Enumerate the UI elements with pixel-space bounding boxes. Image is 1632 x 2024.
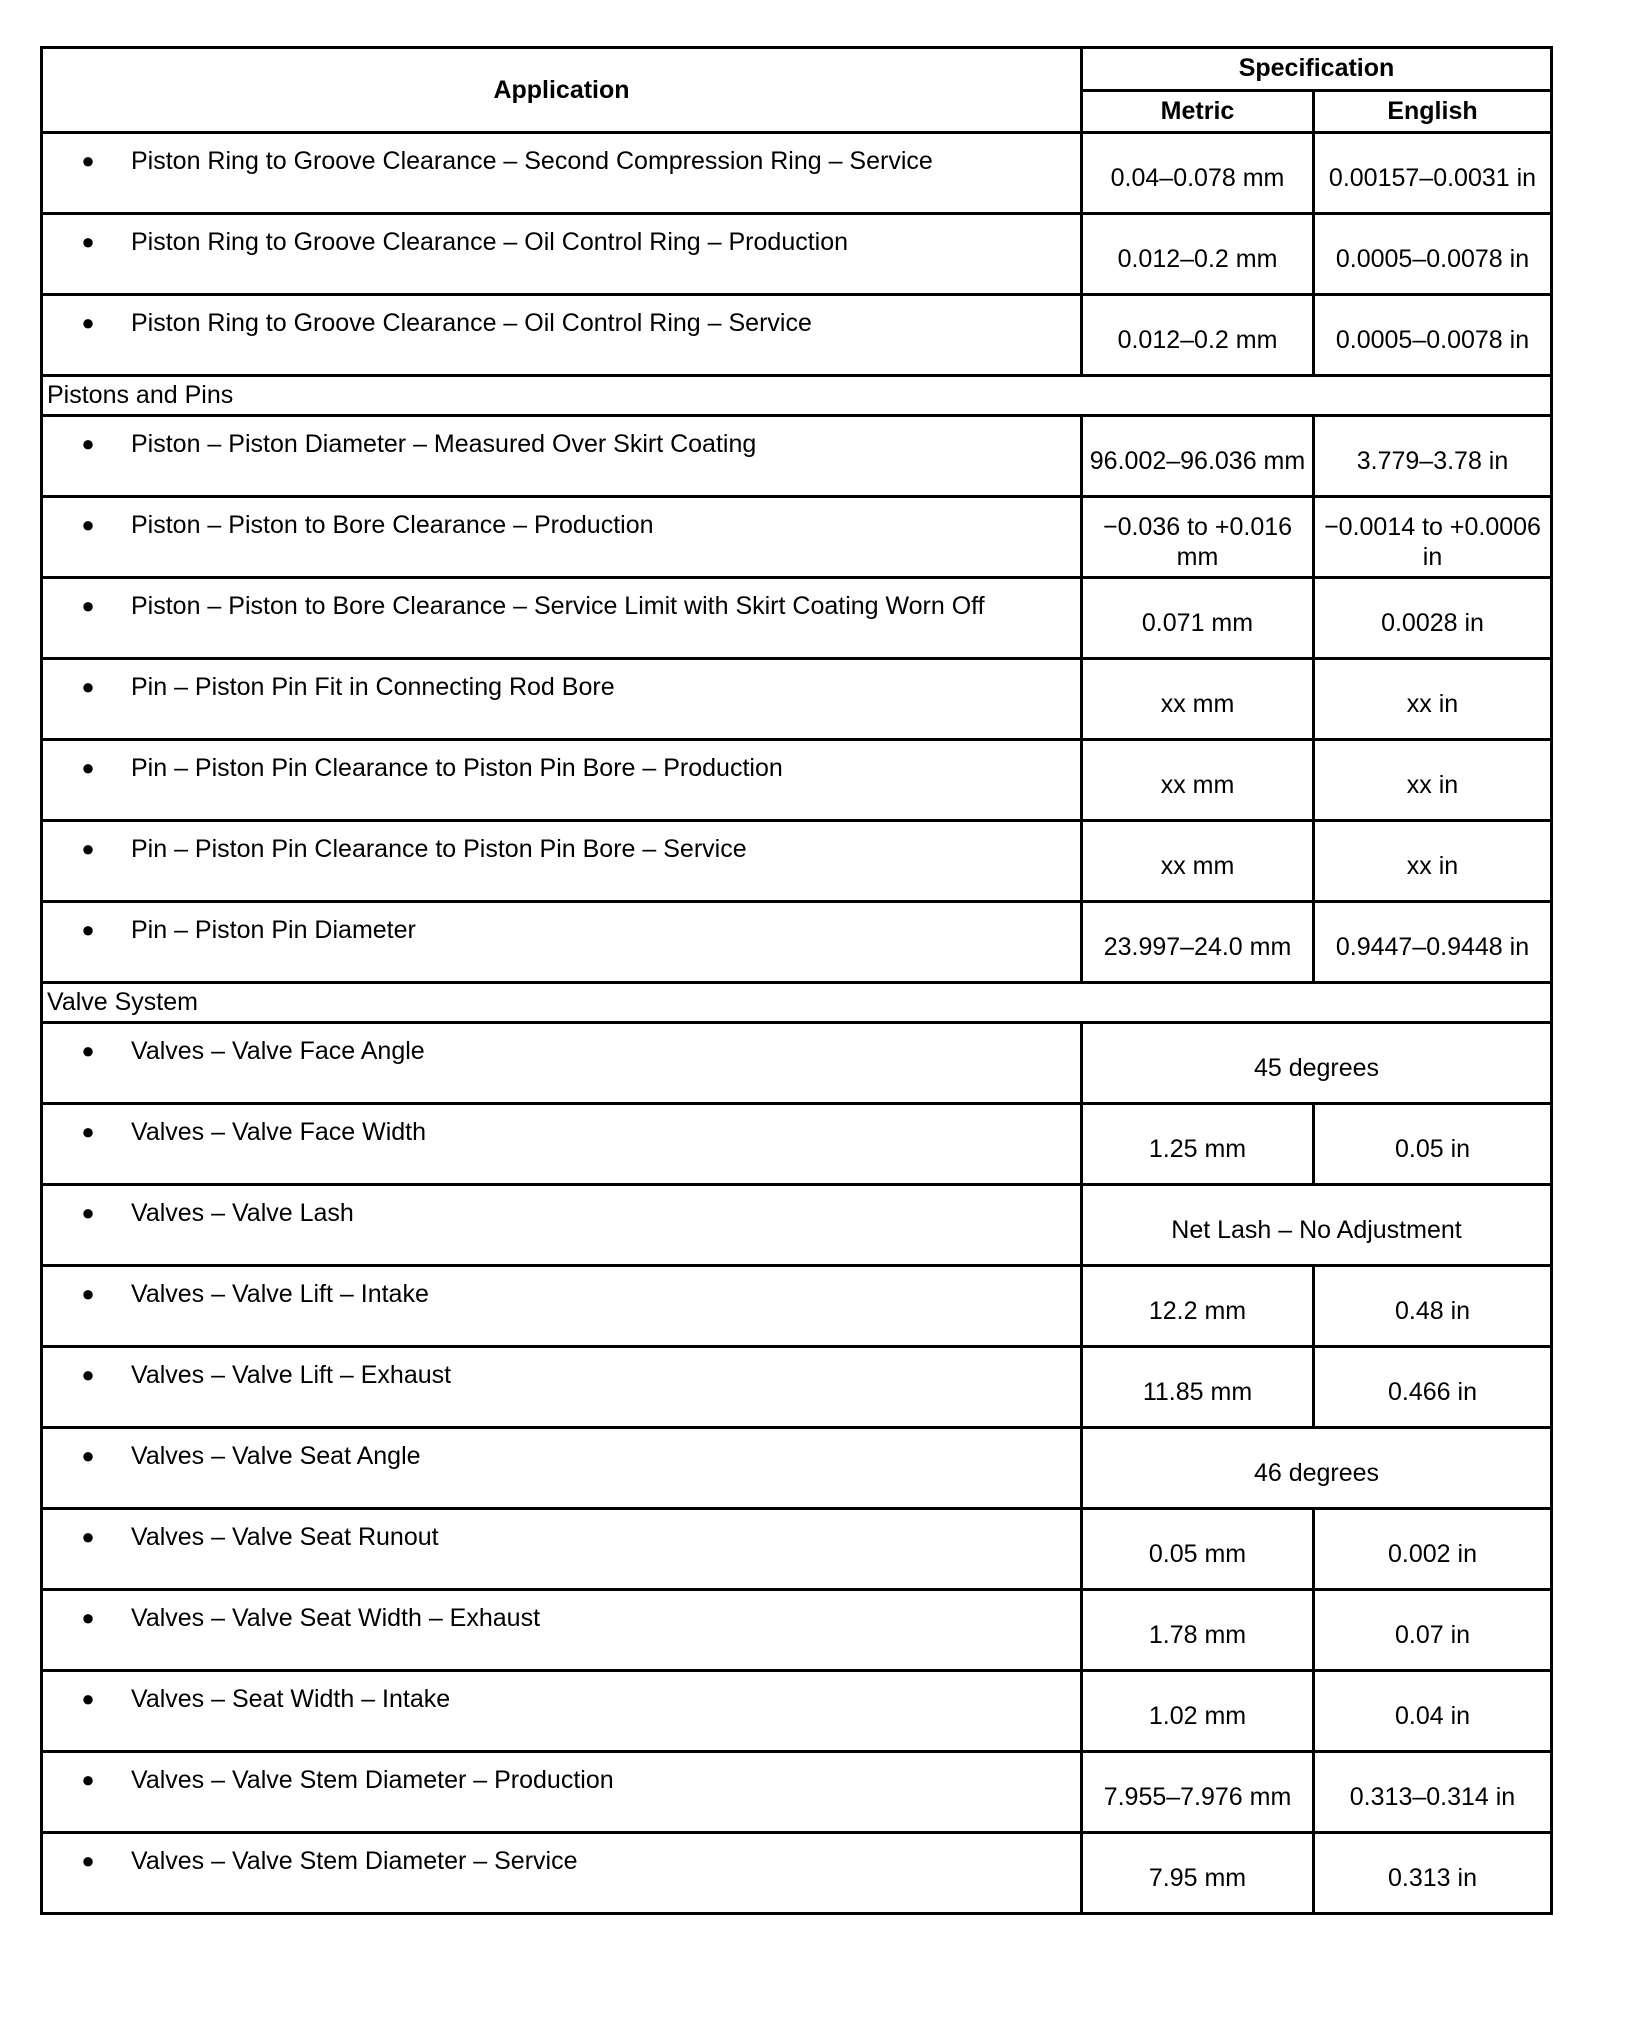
table-row [42, 1833, 1552, 1914]
bullet-icon: ● [81, 1281, 95, 1306]
table-row [42, 416, 1552, 497]
application-text: Valves – Valve Lift – Intake [131, 1280, 429, 1308]
bullet-icon: ● [81, 1767, 95, 1792]
metric-value: 0.071 mm [1082, 578, 1314, 659]
spec-value-merged: 45 degrees [1082, 1023, 1552, 1104]
application-text: Piston Ring to Groove Clearance – Oil Control Ring – Production [131, 228, 849, 256]
english-value: 0.04 in [1314, 1671, 1552, 1752]
english-value: 0.00157–0.0031 in [1314, 133, 1552, 214]
application-text: Pin – Piston Pin Diameter [131, 916, 416, 944]
table-row [42, 497, 1552, 578]
bullet-icon: ● [81, 1119, 95, 1144]
application-cell [42, 902, 1082, 983]
bullet-icon: ● [81, 148, 95, 173]
bullet-icon: ● [81, 1848, 95, 1873]
table-row [42, 295, 1552, 376]
bullet-icon: ● [81, 755, 95, 780]
metric-value: 0.04–0.078 mm [1082, 133, 1314, 214]
application-text: Pin – Piston Pin Clearance to Piston Pin Bore – Service [131, 835, 747, 863]
table-row [42, 1752, 1552, 1833]
spec-table [40, 46, 1553, 1915]
table-body [42, 133, 1552, 1914]
english-value: xx in [1314, 659, 1552, 740]
metric-value: 11.85 mm [1082, 1347, 1314, 1428]
bullet-icon: ● [81, 593, 95, 618]
application-cell [42, 1671, 1082, 1752]
application-cell [42, 1590, 1082, 1671]
english-value: 0.48 in [1314, 1266, 1552, 1347]
english-value: 0.313 in [1314, 1833, 1552, 1914]
metric-value: 96.002–96.036 mm [1082, 416, 1314, 497]
application-text: Piston Ring to Groove Clearance – Oil Control Ring – Service [131, 309, 812, 337]
application-text: Piston – Piston to Bore Clearance – Production [131, 511, 654, 539]
application-cell [42, 578, 1082, 659]
header-english: English [1314, 90, 1552, 133]
section-title: Valve System [42, 983, 1552, 1023]
application-cell [42, 659, 1082, 740]
application-cell [42, 497, 1082, 578]
english-value: 0.9447–0.9448 in [1314, 902, 1552, 983]
application-text: Valves – Valve Face Angle [131, 1037, 425, 1065]
bullet-icon: ● [81, 431, 95, 456]
table-row [42, 1590, 1552, 1671]
metric-value: xx mm [1082, 659, 1314, 740]
table-row [42, 659, 1552, 740]
application-text: Valves – Valve Seat Runout [131, 1523, 439, 1551]
english-value: 0.313–0.314 in [1314, 1752, 1552, 1833]
bullet-icon: ● [81, 1200, 95, 1225]
metric-value: 23.997–24.0 mm [1082, 902, 1314, 983]
table-row [42, 133, 1552, 214]
application-text: Valves – Valve Face Width [131, 1118, 427, 1146]
english-value: 0.002 in [1314, 1509, 1552, 1590]
spec-value-merged: Net Lash – No Adjustment [1082, 1185, 1552, 1266]
english-value: 0.0005–0.0078 in [1314, 214, 1552, 295]
application-text: Pin – Piston Pin Clearance to Piston Pin Bore – Production [131, 754, 783, 782]
english-value: 0.0005–0.0078 in [1314, 295, 1552, 376]
metric-value: 7.955–7.976 mm [1082, 1752, 1314, 1833]
application-text: Valves – Seat Width – Intake [131, 1685, 451, 1713]
application-text: Pin – Piston Pin Fit in Connecting Rod Bore [131, 673, 615, 701]
table-row [42, 1428, 1552, 1509]
bullet-icon: ● [81, 1524, 95, 1549]
application-cell [42, 1509, 1082, 1590]
metric-value: xx mm [1082, 740, 1314, 821]
bullet-icon: ● [81, 1605, 95, 1630]
header-application: Application [42, 48, 1082, 133]
metric-value: 0.012–0.2 mm [1082, 214, 1314, 295]
bullet-icon: ● [81, 674, 95, 699]
application-cell [42, 1833, 1082, 1914]
english-value: 0.07 in [1314, 1590, 1552, 1671]
english-value: 0.05 in [1314, 1104, 1552, 1185]
bullet-icon: ● [81, 917, 95, 942]
application-cell [42, 821, 1082, 902]
application-text: Piston – Piston to Bore Clearance – Service Limit with Skirt Coating Worn Off [131, 592, 985, 620]
application-cell [42, 1752, 1082, 1833]
metric-value: 0.05 mm [1082, 1509, 1314, 1590]
application-text: Piston Ring to Groove Clearance – Second Compression Ring – Service [131, 147, 933, 175]
bullet-icon: ● [81, 1362, 95, 1387]
metric-value: 12.2 mm [1082, 1266, 1314, 1347]
table-row [42, 902, 1552, 983]
application-text: Valves – Valve Lift – Exhaust [131, 1361, 452, 1389]
english-value: −0.0014 to +0.0006 in [1314, 497, 1552, 578]
application-text: Valves – Valve Stem Diameter – Service [131, 1847, 578, 1875]
bullet-icon: ● [81, 512, 95, 537]
section-row [42, 983, 1552, 1023]
bullet-icon: ● [81, 310, 95, 335]
application-cell [42, 295, 1082, 376]
application-cell [42, 1185, 1082, 1266]
table-row [42, 1266, 1552, 1347]
bullet-icon: ● [81, 229, 95, 254]
table-row [42, 1023, 1552, 1104]
english-value: xx in [1314, 740, 1552, 821]
english-value: 3.779–3.78 in [1314, 416, 1552, 497]
application-cell [42, 740, 1082, 821]
spec-value-merged: 46 degrees [1082, 1428, 1552, 1509]
table-row [42, 1104, 1552, 1185]
bullet-icon: ● [81, 1443, 95, 1468]
metric-value: 1.02 mm [1082, 1671, 1314, 1752]
application-cell [42, 1104, 1082, 1185]
metric-value: 0.012–0.2 mm [1082, 295, 1314, 376]
header-metric: Metric [1082, 90, 1314, 133]
table-row [42, 578, 1552, 659]
application-cell [42, 214, 1082, 295]
metric-value: −0.036 to +0.016 mm [1082, 497, 1314, 578]
english-value: 0.466 in [1314, 1347, 1552, 1428]
application-cell [42, 1266, 1082, 1347]
bullet-icon: ● [81, 836, 95, 861]
table-row [42, 821, 1552, 902]
application-cell [42, 1428, 1082, 1509]
bullet-icon: ● [81, 1686, 95, 1711]
metric-value: xx mm [1082, 821, 1314, 902]
bullet-icon: ● [81, 1038, 95, 1063]
table-row [42, 1671, 1552, 1752]
table-row [42, 740, 1552, 821]
application-cell [42, 133, 1082, 214]
table-row [42, 1509, 1552, 1590]
metric-value: 1.25 mm [1082, 1104, 1314, 1185]
application-text: Valves – Valve Lash [131, 1199, 354, 1227]
table-row [42, 1185, 1552, 1266]
application-text: Valves – Valve Seat Angle [131, 1442, 421, 1470]
application-cell [42, 1347, 1082, 1428]
table-row [42, 1347, 1552, 1428]
section-row [42, 376, 1552, 416]
section-title: Pistons and Pins [42, 376, 1552, 416]
table-row [42, 214, 1552, 295]
metric-value: 1.78 mm [1082, 1590, 1314, 1671]
table-header [42, 48, 1552, 133]
application-text: Piston – Piston Diameter – Measured Over Skirt Coating [131, 430, 757, 458]
application-text: Valves – Valve Stem Diameter – Production [131, 1766, 614, 1794]
english-value: 0.0028 in [1314, 578, 1552, 659]
english-value: xx in [1314, 821, 1552, 902]
application-cell [42, 1023, 1082, 1104]
application-cell [42, 416, 1082, 497]
header-specification: Specification [1082, 48, 1552, 91]
metric-value: 7.95 mm [1082, 1833, 1314, 1914]
application-text: Valves – Valve Seat Width – Exhaust [131, 1604, 541, 1632]
